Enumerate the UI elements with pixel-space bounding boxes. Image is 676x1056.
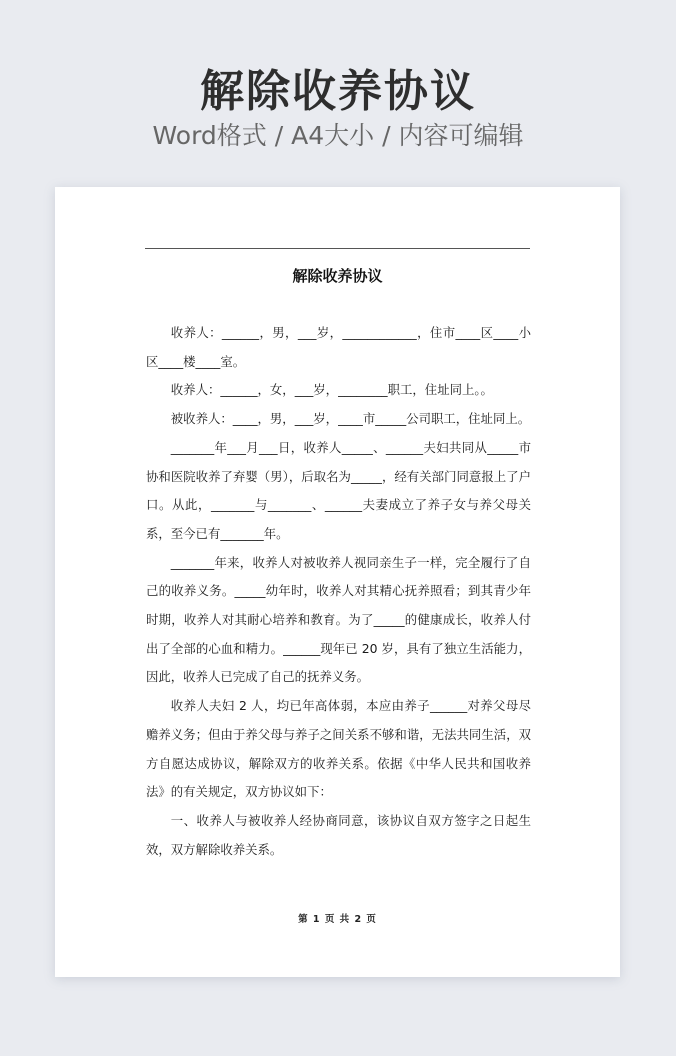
paragraph-clause-1: 一、收养人与被收养人经协商同意，该协议自双方签字之日起生效，双方解除收养关系。	[146, 812, 531, 857]
paragraph-reason: 收养人夫妇 2 人，均已年高体弱，本应由养子______对养父母尽赡养义务；但由于养父母与养子之间关系不够和谐，无法共同生活，双方自愿达成协议，解除双方的收养关系。依据《中华人民共和国收养法》的有关规定，双方协议如下：	[146, 698, 531, 800]
paragraph-background: _______年___月___日，收养人_____、______夫妇共同从_____市协和医院收养了弃婴（男），后取名为_____，经有关部门同意报上了户口。从此，_______与_______、______夫妻成立了养子女与养父母关系，至今已有_______年。	[146, 439, 531, 541]
paragraph-adoptee: 被收养人：____，男，___岁，____市_____公司职工，住址同上。	[170, 411, 531, 427]
document-body	[146, 319, 531, 864]
paragraph-adopter-1: 收养人：______，男，___岁，____________，住市____区____小区____楼____室。	[146, 325, 531, 369]
page-footer: 第 1 页 共 2 页	[298, 914, 377, 925]
document-title: 解除收养协议	[292, 267, 383, 285]
hero-title: 解除收养协议	[200, 66, 476, 117]
paragraph-adopter-2: 收养人：______，女，___岁，________职工，住址同上。。	[170, 382, 493, 398]
paragraph-upbringing: _______年来，收养人对被收养人视同亲生子一样，完全履行了自己的收养义务。_____幼年时，收养人对其精心抚养照看；到其青少年时期，收养人对其耐心培养和教育。为了_____的健康成长，收养人付出了全部的心血和精力。______现年已 20 岁，具有了独立生活能力，因此，收养人已完成了自己的抚养义务。	[146, 554, 531, 685]
document-page	[55, 187, 620, 977]
hero-subtitle: Word格式 / A4大小 / 内容可编辑	[152, 121, 524, 150]
header-rule	[145, 248, 530, 249]
